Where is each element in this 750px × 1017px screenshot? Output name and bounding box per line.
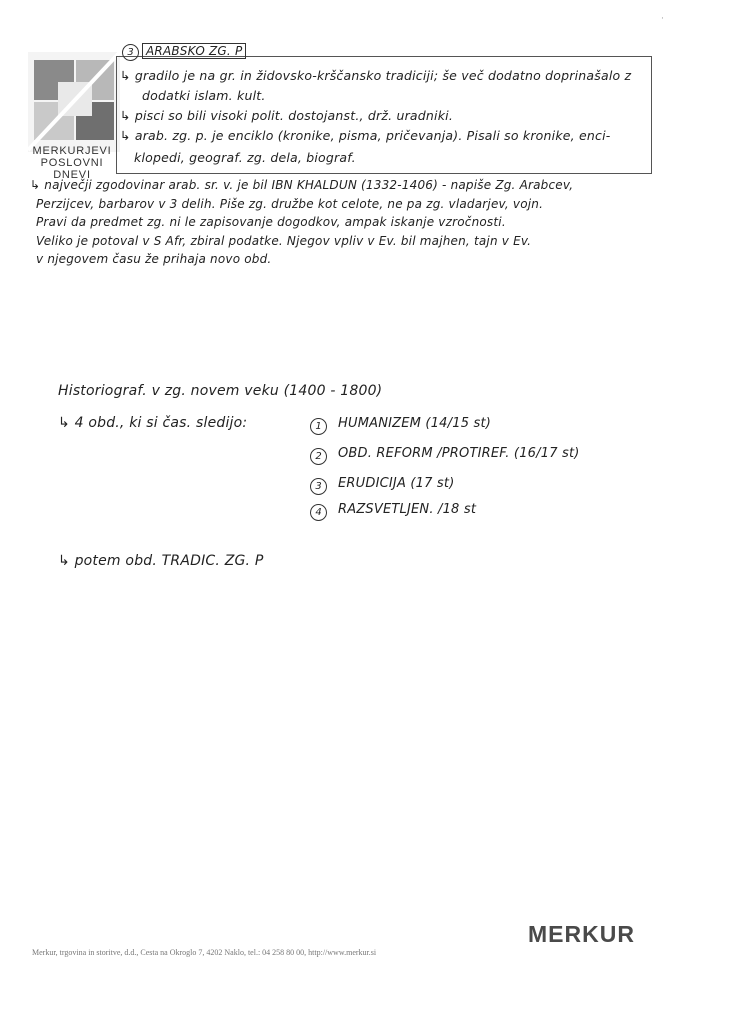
paragraph-line-2: Perzijcev, barbarov v 3 delih. Piše zg. družbe kot celote, ne pa zg. vladarjev, vojn. — [36, 197, 544, 211]
merkur-logo: MERKUR — [528, 921, 635, 947]
box-line-1: ↳ gradilo je na gr. in židovsko-krščansko tradiciji; še več dodatno doprinašalo z — [120, 68, 632, 83]
logo-text-line1: MERKURJEVI — [32, 145, 112, 157]
merkurjevi-logo-graphic — [28, 52, 120, 152]
period-3: ERUDICIJA (17 st) — [338, 476, 455, 491]
period-number-1: 1 — [310, 418, 327, 435]
footer-address: Merkur, trgovina in storitve, d.d., Cesta na Okroglo 7, 4202 Naklo, tel.: 04 258 80 00, http://www.merkur.si — [32, 948, 377, 957]
paragraph-line-3: Pravi da predmet zg. ni le zapisovanje dogodkov, ampak iskanje vzročnosti. — [36, 215, 506, 229]
section-heading: ARABSKO ZG. P — [142, 43, 246, 59]
box-line-4: ↳ arab. zg. p. je enciklo (kronike, pisma, pričevanja). Pisali so kronike, enci- — [120, 128, 611, 143]
section-number: 3 — [122, 44, 139, 61]
paragraph-line-1: ↳ največji zgodovinar arab. sr. v. je bil IBN KHALDUN (1332-1406) - napiše Zg. Arabcev, — [30, 178, 574, 192]
box-line-2: dodatki islam. kult. — [142, 88, 266, 103]
scan-mark: · — [661, 14, 664, 24]
box-line-5: klopedi, geograf. zg. dela, biograf. — [134, 150, 356, 165]
period-number-3: 3 — [310, 478, 327, 495]
period-number-4: 4 — [310, 504, 327, 521]
tradition-period-note: ↳ potem obd. TRADIC. ZG. P — [58, 553, 264, 569]
period-2: OBD. REFORM /PROTIREF. (16/17 st) — [338, 446, 580, 461]
historiography-title: Historiograf. v zg. novem veku (1400 - 1800) — [58, 383, 383, 399]
paragraph-line-5: v njegovem času že prihaja novo obd. — [36, 252, 272, 266]
period-1: HUMANIZEM (14/15 st) — [338, 416, 492, 431]
box-line-3: ↳ pisci so bili visoki polit. dostojanst., drž. uradniki. — [120, 108, 453, 123]
period-4: RAZSVETLJEN. /18 st — [338, 502, 477, 517]
period-number-2: 2 — [310, 448, 327, 465]
logo-text-line2: POSLOVNI DNEVI — [40, 157, 104, 181]
historiography-periods-intro: ↳ 4 obd., ki si čas. sledijo: — [58, 415, 248, 431]
paragraph-line-4: Veliko je potoval v S Afr, zbiral podatke. Njegov vpliv v Ev. bil majhen, tajn v Ev. — [36, 234, 532, 248]
